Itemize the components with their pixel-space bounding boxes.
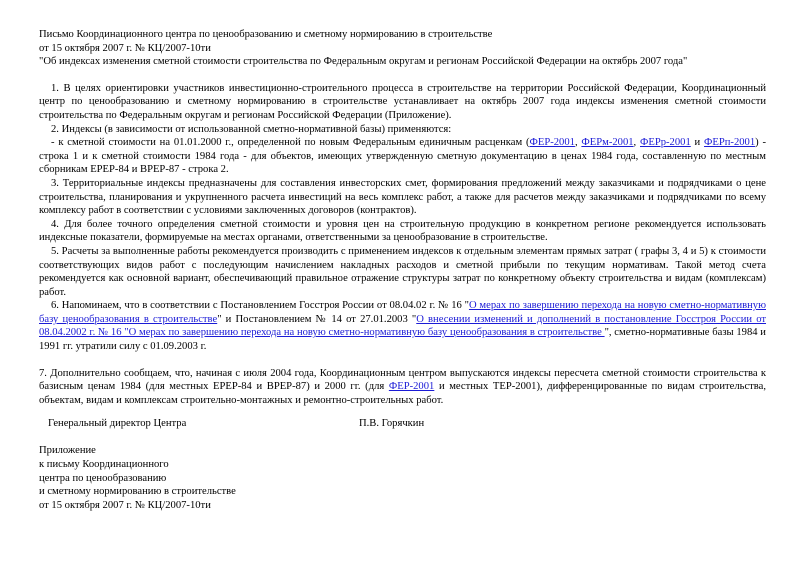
signature-block: [39, 417, 766, 431]
appendix-line: и сметному нормированию в строительстве: [39, 486, 236, 498]
header-line-3: "Об индексах изменения сметной стоимости строительства по Федеральным округам и регионам Российской Федерации на октябрь 2007 года": [39, 56, 688, 68]
paragraph-4: 4. Для более точного определения сметной стоимости и уровня цен на строительную продукцию в конкретном регионе рекомендуется использовать индексные показатели, формируемые на местах органами, ответственными за ценообразование в строительстве.: [39, 218, 766, 244]
link-fer-2001-second[interactable]: ФЕР-2001: [388, 381, 435, 393]
appendix-line: от 15 октября 2007 г. № КЦ/2007-10ти: [39, 499, 211, 511]
link-resolution-16[interactable]: О мерах по завершению перехода на новую сметно-нормативную базу ценообразования в строительстве: [39, 300, 766, 325]
paragraph-2a-text-2: ,: [574, 137, 582, 149]
paragraph-7-text-2: и местных ТЕР-2001), дифференцированные по видам строительства, объектам, видам и комплексам строительно-монтажных и ремонтно-строительных работ.: [39, 381, 767, 406]
paragraph-3: 3. Территориальные индексы предназначены для составления инвесторских смет, формирования предложений между заказчиками и подрядчиками о цене строительства, планирования и укрупненного расчета инвестиций на весь комплекс работ, а также для расчетов между заказчиками и подрядчиками по всему комплексу работ в соответствии с условиями заключенных договоров (контрактов).: [39, 177, 766, 217]
link-ferm-2001[interactable]: ФЕРм-2001: [581, 137, 634, 149]
spacer: [39, 69, 766, 82]
paragraph-6: [39, 299, 766, 353]
paragraph-7-text-1: 7. Дополнительно сообщаем, что, начиная с июля 2004 года, Координационным центром выпускаются индексы пересчета сметной стоимости строительства к базисным ценам 1984 (для местных ЕРЕР-84 и ВРЕР-87) и 2000 гг. (для: [39, 367, 766, 393]
paragraph-5: 5. Расчеты за выполненные работы рекомендуется производить с применением индексов к отдельным элементам прямых затрат ( графы 3, 4 и 5) к стоимости соответствующих видов работ с последующим начислением накладных расходов и сметной прибыли по текущим нормативам. Такой метод счета рекомендуется как основной вариант, обеспечивающий правильное отражение структуры затрат по конкретному объекту строительства и видам (комплексам) работ.: [39, 245, 766, 298]
signature-name: П.В. Горячкин: [359, 418, 425, 430]
paragraph-6-text-1: 6. Напоминаем, что в соответствии с Постановлением Госстроя России от 08.04.02 г. № 16 ": [51, 300, 469, 312]
paragraph-2a: [39, 136, 766, 177]
appendix-line: Приложение: [39, 445, 96, 457]
appendix-line: центра по ценообразованию: [39, 472, 167, 484]
paragraph-2a-text-5: ) - строка 1 и к сметной стоимости 1984 года - для объектов, имеющих утвержденную сметную документацию в ценах 1984 года, составленную по местным сборникам ЕРЕР-84 и ВРЕР-87 - строка 2.: [39, 137, 767, 176]
paragraph-2: 2. Индексы (в зависимости от использованной сметно-нормативной базы) применяются:: [51, 123, 452, 135]
document: [39, 28, 766, 512]
signature-position: Генеральный директор Центра: [48, 418, 187, 430]
document-header: [39, 28, 766, 69]
paragraph-1: 1. В целях ориентировки участников инвестиционно-строительного процесса в строительстве на территории Российской Федерации, Координационный центр по ценообразованию и сметному нормированию в строительстве устанавливает на октябрь 2007 года индексы изменения сметной стоимости строительства по Федеральным округам и регионам Российской Федерации (Приложение).: [39, 82, 766, 121]
paragraph-2a-text-3: ,: [633, 137, 640, 149]
paragraph-6-text-3: ", сметно-нормативные базы 1984 и 1991 гг. утратили силу с 01.09.2003 г.: [39, 327, 766, 353]
header-line-2: от 15 октября 2007 г. № КЦ/2007-10ти: [39, 42, 211, 54]
spacer: [39, 354, 766, 367]
appendix-block: [39, 444, 766, 512]
paragraph-2a-text-1: - к сметной стоимости на 01.01.2000 г., определенной по новым Федеральным единичным расценкам (: [51, 137, 530, 149]
link-resolution-14[interactable]: О внесении изменений и дополнений в постановление Госстроя России от 08.04.2002 г. № 16 "О мерах по завершению перехода на новую сметно-нормативную базу ценообразования в строительстве: [39, 313, 767, 339]
link-ferp-2001[interactable]: ФЕРп-2001: [704, 137, 756, 149]
paragraph-2a-text-4: и: [690, 137, 705, 149]
header-line-1: Письмо Координационного центра по ценообразованию и сметному нормированию в строительстве: [39, 29, 493, 40]
link-ferr-2001[interactable]: ФЕРр-2001: [640, 137, 691, 149]
paragraph-6-text-2: " и Постановлением № 14 от 27.01.2003 ": [217, 313, 417, 325]
paragraph-7: [39, 367, 766, 408]
link-fer-2001[interactable]: ФЕР-2001: [529, 137, 575, 149]
appendix-line: к письму Координационного: [39, 459, 169, 471]
